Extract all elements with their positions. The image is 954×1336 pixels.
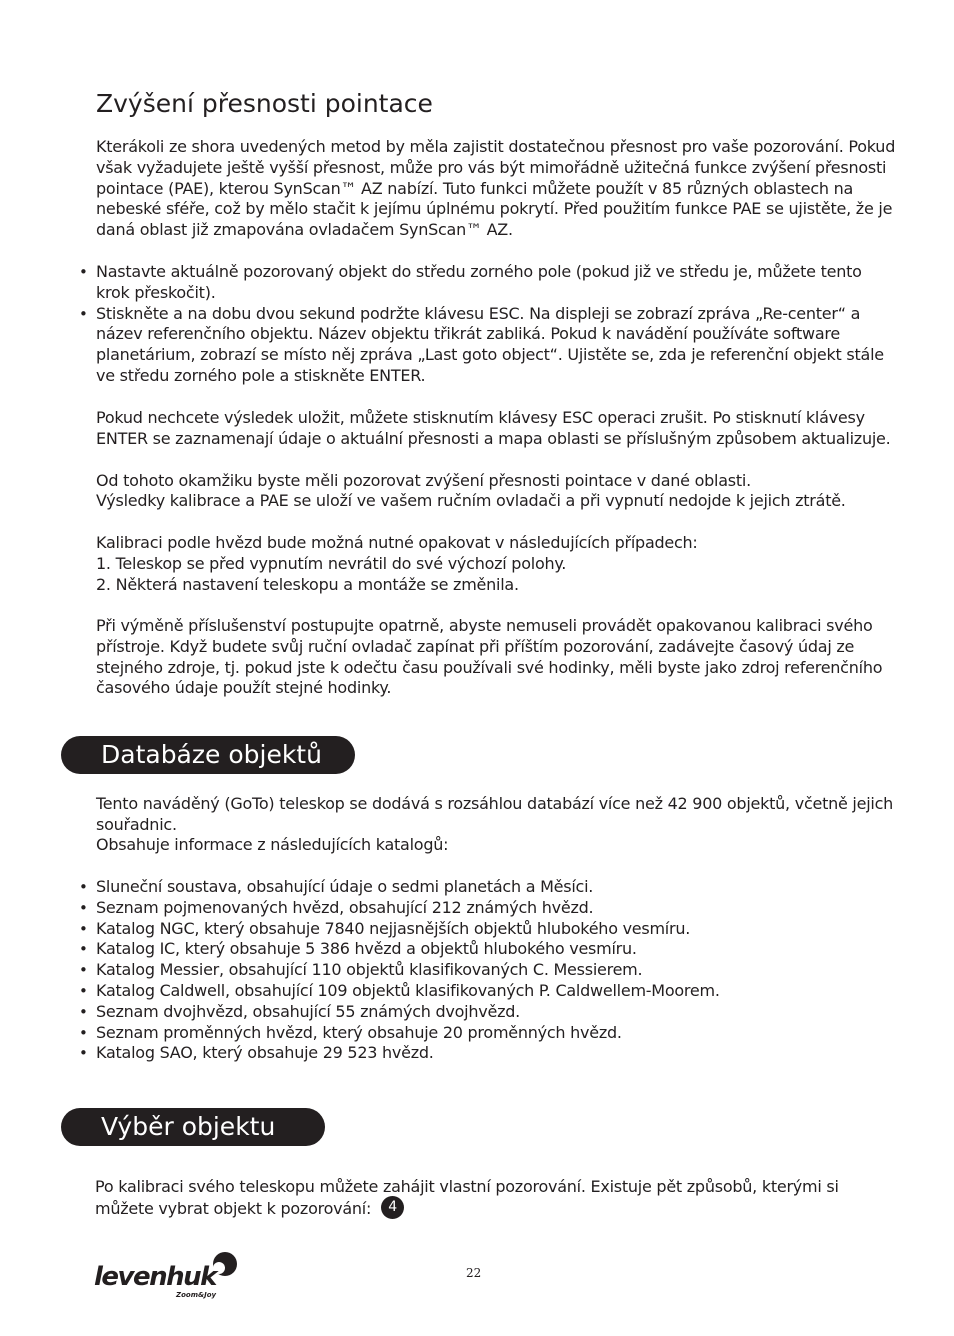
list-item: • Seznam dvojhvězd, obsahující 55 známých dvojhvězd. xyxy=(79,1001,520,1021)
bullet-icon: • xyxy=(79,961,88,980)
catalog-list xyxy=(76,877,896,1064)
bullet-icon: • xyxy=(79,1002,88,1021)
section-heading-label: Databáze objektů xyxy=(101,740,322,769)
bullet-icon: • xyxy=(79,981,88,1000)
list-item: • Sluneční soustava, obsahující údaje o sedmi planetách a Měsíci. xyxy=(79,877,594,896)
figure-number-badge: 4 xyxy=(381,1196,404,1219)
list-item: • Katalog SAO, který obsahuje 29 523 hvězd. xyxy=(79,1043,434,1063)
catalogs-intro: Obsahuje informace z následujících katalogů: xyxy=(96,835,449,854)
bullet-icon: • xyxy=(79,919,88,938)
levenhuk-logo xyxy=(93,1250,243,1306)
logo-wordmark: levenhuk xyxy=(94,1262,216,1292)
section-heading-database xyxy=(61,736,355,774)
accessory-paragraph: Při výměně příslušenství postupujte opatrně, abyste nemuseli provádět opakovanou kalibraci svého přístroje. Když budete svůj ruční ovladač zapínat při příštím pozorování, zadávejte časový údaj ze stejného zdroje, tj. pokud jste k odečtu času používali své hodinky, měli byste jako zdroj referenčního časového údaje použít stejné hodinky. xyxy=(96,616,883,698)
logo-tagline: Zoom&Joy xyxy=(176,1291,217,1299)
list-item: • Katalog Messier, obsahující 110 objektů klasifikovaných C. Messierem. xyxy=(79,960,643,980)
intro-paragraph: Kterákoli ze shora uvedených metod by měla zajistit dostatečnou přesnost pro vaše pozorování. Pokud však vyžadujete ještě vyšší přesnost, může pro vás být mimořádně užitečná funkce zvýšení přesnosti pointace (PAE), kterou SynScan™ AZ nabízí. Tuto funkci můžete použít v 85 různých oblastech na nebeské sféře, což by mělo stačit k jejímu úplnému pokrytí. Před použitím funkce PAE se ujistěte, že je daná oblast již zmapována ovladačem SynScan™ AZ. xyxy=(96,137,896,240)
bullet-icon: • xyxy=(79,940,88,959)
calibration-case-2: 2. Některá nastavení teleskopu a montáže se změnila. xyxy=(96,575,519,594)
save-paragraph-3: Výsledky kalibrace a PAE se uloží ve vašem ručním ovladači a při vypnutí nedojde k jejich ztrátě. xyxy=(96,491,846,510)
list-item: • Seznam proměnných hvězd, který obsahuje 20 proměnných hvězd. xyxy=(79,1022,622,1042)
bullet-icon: • xyxy=(79,1044,88,1063)
bullet-icon: • xyxy=(79,898,88,917)
section-heading-label: Výběr objektu xyxy=(101,1112,276,1141)
save-paragraph-2: Od tohoto okamžiku byste měli pozorovat zvýšení přesnosti pointace v dané oblasti. xyxy=(96,471,751,490)
bullet-icon: • xyxy=(79,1023,88,1042)
bullet-icon: • xyxy=(79,263,88,281)
save-paragraph: Pokud nechcete výsledek uložit, můžete stisknutím klávesy ESC operaci zrušit. Po stisknutí klávesy ENTER se zaznamenají údaje o aktuální přesnosti a mapa oblasti se příslušným způsobem aktualizuje. xyxy=(96,408,891,448)
bullet-icon: • xyxy=(79,878,88,896)
page-number: 22 xyxy=(466,1266,482,1280)
bullet-icon: • xyxy=(79,304,88,323)
selection-paragraph: Po kalibraci svého teleskopu můžete zahájit vlastní pozorování. Existuje pět způsobů, kterými si můžete vybrat objekt k pozorování: 4 xyxy=(95,1177,839,1218)
list-item: • Katalog IC, který obsahuje 5 386 hvězd a objektů hlubokého vesmíru. xyxy=(79,939,637,959)
list-item: • Seznam pojmenovaných hvězd, obsahující 212 známých hvězd. xyxy=(79,897,594,917)
section-heading-object-selection xyxy=(61,1108,325,1146)
page-title: Zvýšení přesnosti pointace xyxy=(96,89,433,118)
calibration-case-1: 1. Teleskop se před vypnutím nevrátil do své výchozí polohy. xyxy=(96,554,567,573)
list-item: • Katalog Caldwell, obsahující 109 objektů klasifikovaných P. Caldwellem-Moorem. xyxy=(79,980,720,1000)
list-item: • Stiskněte a na dobu dvou sekund podržte klávesu ESC. Na displeji se zobrazí zpráva „Re-center“ a název referenčního objektu. Název objektu třikrát zabliká. Pokud k navádění používáte software planetárium, zobrazí se místo něj zpráva „Last goto object“. Ujistěte se, zda je referenční objekt stále ve středu zorného pole a stiskněte ENTER. xyxy=(79,303,884,385)
list-item: • Katalog NGC, který obsahuje 7840 nejjasnějších objektů hlubokého vesmíru. xyxy=(79,918,691,938)
calibration-intro: Kalibraci podle hvězd bude možná nutné opakovat v následujících případech: xyxy=(96,533,698,552)
pae-steps-list xyxy=(76,262,896,387)
list-item: • Nastavte aktuálně pozorovaný objekt do středu zorného pole (pokud již ve středu je, můžete tento krok přeskočit). xyxy=(79,262,862,302)
database-paragraph: Tento naváděný (GoTo) teleskop se dodává s rozsáhlou databází více než 42 900 objektů, včetně jejich souřadnic. xyxy=(96,794,894,834)
